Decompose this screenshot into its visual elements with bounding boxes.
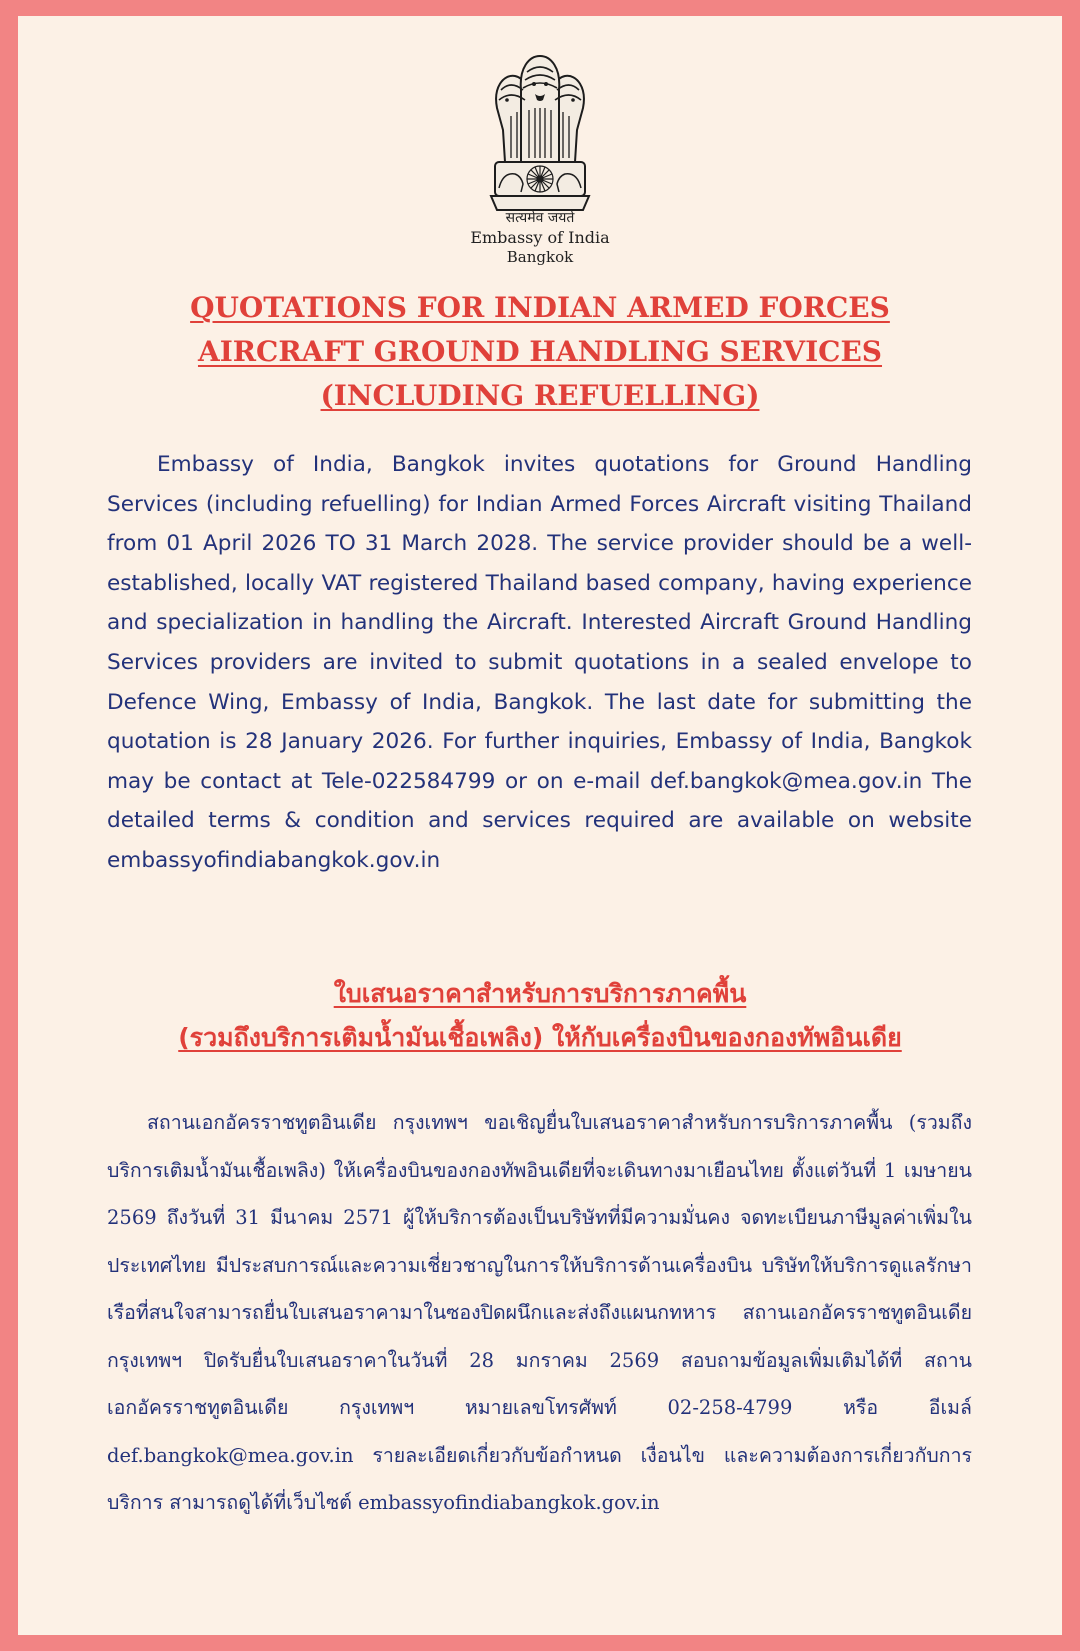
thai-title-line-2: (รวมถึงบริการเติมน้ำมันเชื้อเพลิง) ให้กับเครื่องบินของกองทัพอินเดีย [178,1023,902,1052]
emblem-container [18,50,1062,224]
office-city: Bangkok [506,247,574,266]
thai-title [58,972,1022,1060]
english-title-line-1: QUOTATIONS FOR INDIAN ARMED FORCES [190,291,890,324]
emblem-caption [18,210,1062,266]
english-title-line-2: AIRCRAFT GROUND HANDLING SERVICES [197,335,883,368]
notice-sheet [18,16,1062,1635]
english-body-paragraph: Embassy of India, Bangkok invites quotations for Ground Handling Services (including refuelling) for Indian Armed Forces Aircraft visiting Thailand from 01 April 2026 TO 31 March 2028. The service provider should be a well-established, locally VAT registered Thailand based company, having experience and specialization in handling the Aircraft. Interested Aircraft Ground Handling Services providers are invited to submit quotations in a sealed envelope to Defence Wing, Embassy of India, Bangkok. The last date for submitting the quotation is 28 January 2026. For further inquiries, Embassy of India, Bangkok may be contact at Tele-022584799 or on e-mail def.bangkok@mea.gov.in The detailed terms & condition and services required are available on website embassyofindiabangkok.gov.in [107,452,972,873]
national-emblem-icon [485,50,595,220]
office-name: Embassy of India [470,227,610,247]
english-title-line-3: (INCLUDING REFUELLING) [320,379,760,412]
english-title [78,286,1002,418]
thai-title-line-1: ใบเสนอราคาสำหรับการบริการภาคพื้น [333,979,747,1008]
motto-text: सत्यमेव जयते [505,210,575,226]
thai-body-paragraph: สถานเอกอัครราชทูตอินเดีย กรุงเทพฯ ขอเชิญยื่นใบเสนอราคาสำหรับการบริการภาคพื้น (รวมถึงบริการเติมน้ำมันเชื้อเพลิง) ให้เครื่องบินของกองทัพอินเดียที่จะเดินทางมาเยือนไทย ตั้งแต่วันที่ 1 เมษายน 2569 ถึงวันที่ 31 มีนาคม 2571 ผู้ให้บริการต้องเป็นบริษัทที่มีความมั่นคง จดทะเบียนภาษีมูลค่าเพิ่มในประเทศไทย มีประสบการณ์และความเชี่ยวชาญในการให้บริการด้านเครื่องบิน บริษัทให้บริการดูแลรักษาเรือที่สนใจสามารถยื่นใบเสนอราคามาในซองปิดผนึกและส่งถึงแผนกทหาร สถานเอกอัครราชทูตอินเดีย กรุงเทพฯ ปิดรับยื่นใบเสนอราคาในวันที่ 28 มกราคม 2569 สอบถามข้อมูลเพิ่มเติมได้ที่ สถานเอกอัครราชทูตอินเดีย กรุงเทพฯ หมายเลขโทรศัพท์ 02-258-4799 หรือ อีเมล์ def.bangkok@mea.gov.in รายละเอียดเกี่ยวกับข้อกำหนด เงื่อนไข และความต้องการเกี่ยวกับการบริการ สามารถดูได้ที่เว็บไซต์ embassyofindiabangkok.gov.in [107,1111,972,1514]
